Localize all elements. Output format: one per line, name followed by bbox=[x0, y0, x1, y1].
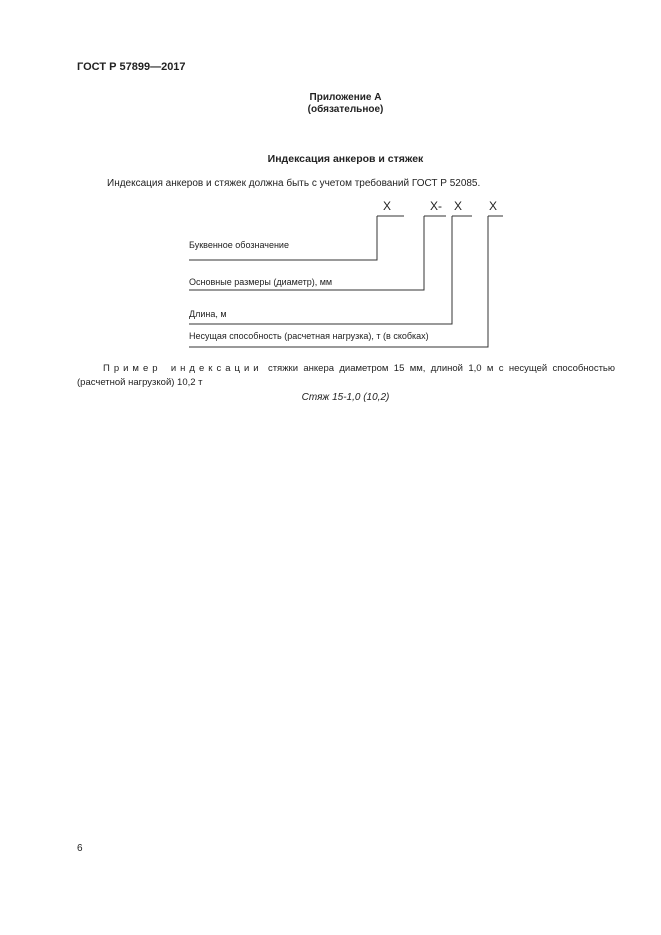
designation-mark-capacity: X bbox=[489, 199, 498, 213]
page-number: 6 bbox=[77, 843, 83, 854]
designation-mark-diameter: X- bbox=[430, 199, 442, 213]
label-length: Длина, м bbox=[189, 309, 227, 319]
intro-paragraph: Индексация анкеров и стяжек должна быть с учетом требований ГОСТ Р 52085. bbox=[107, 178, 481, 189]
label-letter-designation: Буквенное обозначение bbox=[189, 240, 289, 250]
example-paragraph bbox=[77, 362, 615, 390]
appendix-title: Приложение А bbox=[309, 92, 382, 103]
example-formula: Стяж 15-1,0 (10,2) bbox=[301, 392, 390, 403]
example-lead: Пример индексации bbox=[103, 363, 263, 374]
label-diameter: Основные размеры (диаметр), мм bbox=[189, 277, 333, 287]
designation-mark-length: X bbox=[454, 199, 463, 213]
example-text: стяжки анкера диаметром 15 мм, длиной 1,0 м с несущей способностью (расчетной нагрузкой) 10,2 т bbox=[77, 363, 616, 388]
designation-mark-letter: X bbox=[383, 199, 392, 213]
label-capacity: Несущая способность (расчетная нагрузка), т (в скобках) bbox=[189, 331, 429, 341]
appendix-subtitle: (обязательное) bbox=[307, 104, 384, 115]
section-title: Индексация анкеров и стяжек bbox=[267, 153, 424, 165]
document-code: ГОСТ Р 57899—2017 bbox=[77, 61, 186, 73]
